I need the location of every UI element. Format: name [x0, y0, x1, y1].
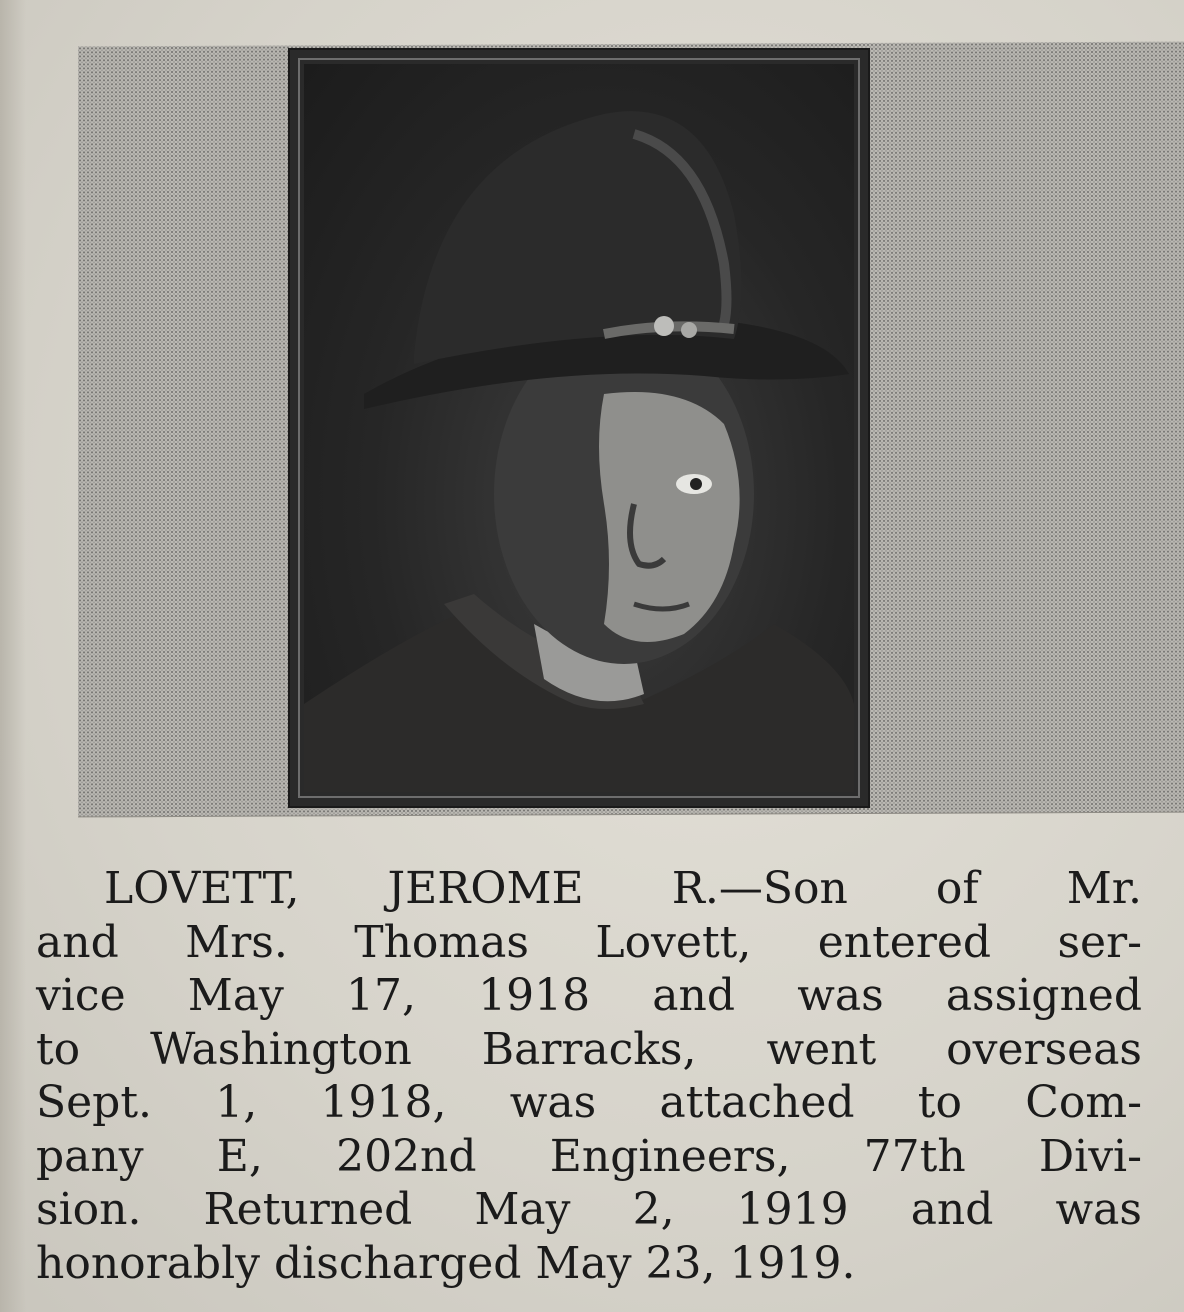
- portrait-frame: [288, 48, 870, 808]
- caption-line: and Mrs. Thomas Lovett, entered ser-: [36, 916, 1142, 968]
- portrait-photo: [304, 64, 854, 792]
- portrait-illustration: [304, 64, 854, 792]
- eye-pupil: [690, 478, 702, 490]
- caption-line: LOVETT, JEROME R.—Son of Mr.: [104, 863, 1142, 914]
- caption-line: vice May 17, 1918 and was assigned: [36, 970, 1142, 1021]
- hat-ornament: [654, 316, 674, 336]
- caption-line: honorably discharged May 23, 1919.: [36, 1237, 856, 1289]
- caption-line: sion. Returned May 2, 1919 and was: [36, 1184, 1142, 1235]
- caption-line: Sept. 1, 1918, was attached to Com-: [36, 1077, 1142, 1128]
- page-gutter-shadow: [0, 0, 26, 1312]
- hat-ornament-2: [681, 322, 697, 338]
- caption-line: to Washington Barracks, went overseas: [36, 1023, 1142, 1075]
- caption-line: pany E, 202nd Engineers, 77th Divi-: [36, 1130, 1142, 1182]
- biography-caption: [36, 862, 1142, 1290]
